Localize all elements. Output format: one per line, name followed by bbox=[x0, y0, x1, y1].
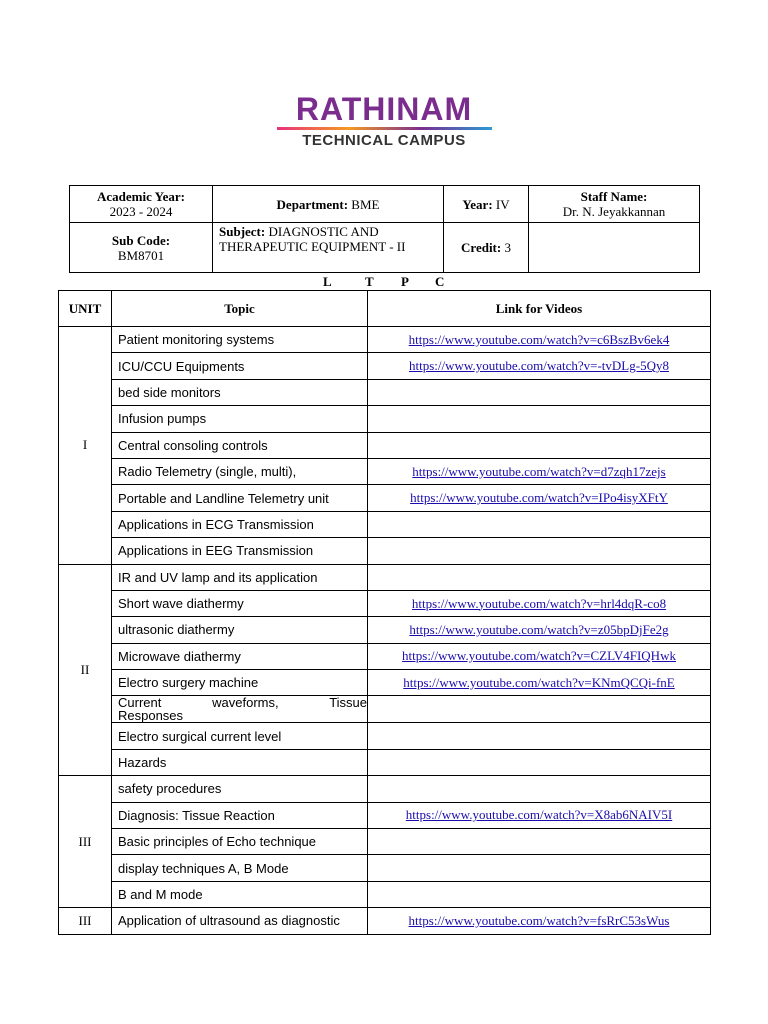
video-link-cell bbox=[368, 802, 711, 828]
unit-cell: III bbox=[59, 776, 112, 908]
video-link[interactable]: https://www.youtube.com/watch?v=IPo4isyXFtY bbox=[410, 490, 668, 506]
video-link-cell bbox=[368, 908, 711, 934]
credit-cell bbox=[444, 223, 529, 273]
video-link-cell bbox=[368, 564, 711, 590]
video-link-cell bbox=[368, 749, 711, 775]
table-row bbox=[59, 749, 711, 775]
video-link[interactable]: https://www.youtube.com/watch?v=-tvDLg-5Qy8 bbox=[409, 358, 669, 374]
syllabus-header-row bbox=[59, 291, 711, 327]
video-link-cell bbox=[368, 855, 711, 881]
table-row bbox=[59, 881, 711, 907]
table-row bbox=[59, 458, 711, 484]
topic-cell: Applications in ECG Transmission bbox=[112, 511, 368, 537]
topic-cell: Basic principles of Echo technique bbox=[112, 829, 368, 855]
video-link-cell bbox=[368, 511, 711, 537]
video-link-cell bbox=[368, 458, 711, 484]
topic-cell: safety procedures bbox=[112, 776, 368, 802]
credit-label: Credit: bbox=[461, 240, 502, 255]
topic-cell: ICU/CCU Equipments bbox=[112, 353, 368, 379]
video-link-cell bbox=[368, 327, 711, 353]
video-link-cell bbox=[368, 696, 711, 723]
video-link-cell bbox=[368, 723, 711, 749]
topic-cell: B and M mode bbox=[112, 881, 368, 907]
video-link-cell bbox=[368, 776, 711, 802]
unit-header: UNIT bbox=[59, 291, 112, 327]
course-info-row bbox=[70, 186, 700, 223]
link-header: Link for Videos bbox=[368, 291, 711, 327]
table-row bbox=[59, 723, 711, 749]
staff-label: Staff Name: bbox=[580, 189, 648, 204]
institution-logo bbox=[0, 92, 768, 150]
table-row bbox=[59, 776, 711, 802]
academic-year-value: 2023 - 2024 bbox=[109, 204, 173, 219]
video-link[interactable]: https://www.youtube.com/watch?v=hrl4dqR-co8 bbox=[411, 595, 667, 611]
video-link-cell bbox=[368, 829, 711, 855]
video-link-cell bbox=[368, 379, 711, 405]
academic-year-cell bbox=[70, 186, 213, 223]
topic-cell: Microwave diathermy bbox=[112, 643, 368, 669]
credit-value: 3 bbox=[504, 240, 511, 255]
table-row bbox=[59, 432, 711, 458]
table-row bbox=[59, 538, 711, 564]
video-link-cell bbox=[368, 617, 711, 643]
topic-header: Topic bbox=[112, 291, 368, 327]
year-cell bbox=[444, 186, 529, 223]
ltpc-row bbox=[0, 273, 768, 290]
table-row bbox=[59, 564, 711, 590]
sub-code-cell bbox=[70, 223, 213, 273]
video-link-cell bbox=[368, 406, 711, 432]
topic-cell: Infusion pumps bbox=[112, 406, 368, 432]
logo-subtitle: TECHNICAL CAMPUS bbox=[302, 132, 466, 149]
subject-label: Subject: bbox=[219, 224, 266, 239]
table-row bbox=[59, 327, 711, 353]
topic-cell: Central consoling controls bbox=[112, 432, 368, 458]
department-cell bbox=[213, 186, 444, 223]
table-row bbox=[59, 485, 711, 511]
ltpc-l: L bbox=[323, 274, 332, 289]
course-info-row bbox=[70, 223, 700, 273]
ltpc-t: T bbox=[365, 274, 374, 289]
unit-cell: III bbox=[59, 908, 112, 934]
topic-cell: Short wave diathermy bbox=[112, 590, 368, 616]
video-link-cell bbox=[368, 590, 711, 616]
video-link[interactable]: https://www.youtube.com/watch?v=c6BszBv6ek4 bbox=[408, 331, 670, 347]
video-link-cell bbox=[368, 881, 711, 907]
topic-cell: Electro surgery machine bbox=[112, 670, 368, 696]
empty-cell bbox=[529, 223, 700, 273]
video-link[interactable]: https://www.youtube.com/watch?v=z05bpDjFe2g bbox=[409, 621, 669, 637]
table-row bbox=[59, 829, 711, 855]
unit-cell: II bbox=[59, 564, 112, 776]
year-value: IV bbox=[495, 196, 510, 212]
department-value: BME bbox=[351, 196, 380, 212]
video-link-cell bbox=[368, 670, 711, 696]
ltpc-c: C bbox=[435, 274, 445, 289]
table-row bbox=[59, 379, 711, 405]
video-link-cell bbox=[368, 485, 711, 511]
table-row bbox=[59, 353, 711, 379]
course-info-table bbox=[69, 185, 700, 273]
sub-code-value: BM8701 bbox=[117, 247, 165, 263]
sub-code-label: Sub Code: bbox=[111, 232, 171, 248]
logo-wordmark: RATHINAM bbox=[295, 91, 473, 127]
topic-line: Responses bbox=[118, 708, 184, 724]
topic-cell: Portable and Landline Telemetry unit bbox=[112, 485, 368, 511]
video-link[interactable]: https://www.youtube.com/watch?v=fsRrC53sWus bbox=[408, 912, 670, 928]
topic-cell: Hazards bbox=[112, 749, 368, 775]
logo-underline bbox=[277, 127, 492, 130]
table-row bbox=[59, 617, 711, 643]
topic-cell: Patient monitoring systems bbox=[112, 327, 368, 353]
year-label: Year: bbox=[462, 196, 493, 212]
unit-cell: I bbox=[59, 327, 112, 565]
table-row bbox=[59, 855, 711, 881]
topic-cell: bed side monitors bbox=[112, 379, 368, 405]
video-link-cell bbox=[368, 538, 711, 564]
topic-cell: IR and UV lamp and its application bbox=[112, 564, 368, 590]
topic-cell: Application of ultrasound as diagnostic bbox=[112, 908, 368, 934]
topic-cell: Applications in EEG Transmission bbox=[112, 538, 368, 564]
table-row bbox=[59, 908, 711, 934]
table-row bbox=[59, 406, 711, 432]
table-row bbox=[59, 696, 711, 723]
staff-value: Dr. N. Jeyakkannan bbox=[562, 204, 666, 219]
topic-cell: display techniques A, B Mode bbox=[112, 855, 368, 881]
subject-value: DIAGNOSTIC AND THERAPEUTIC EQUIPMENT - II bbox=[219, 224, 406, 254]
video-link-cell bbox=[368, 643, 711, 669]
subject-cell bbox=[213, 223, 444, 273]
video-link-cell bbox=[368, 353, 711, 379]
video-link-cell bbox=[368, 432, 711, 458]
video-link[interactable]: https://www.youtube.com/watch?v=X8ab6NAIV5I bbox=[405, 807, 673, 823]
video-link[interactable]: https://www.youtube.com/watch?v=d7zqh17zejs bbox=[412, 463, 666, 479]
ltpc-p: P bbox=[401, 274, 409, 289]
topic-cell bbox=[112, 696, 368, 723]
video-link[interactable]: https://www.youtube.com/watch?v=KNmQCQi-fnE bbox=[403, 674, 675, 690]
department-label: Department: bbox=[276, 196, 349, 212]
topic-line: Current waveforms, Tissue bbox=[118, 695, 367, 711]
staff-cell bbox=[529, 186, 700, 223]
table-row bbox=[59, 511, 711, 537]
table-row bbox=[59, 802, 711, 828]
syllabus-table bbox=[58, 290, 711, 935]
video-link[interactable]: https://www.youtube.com/watch?v=CZLV4FIQHwk bbox=[402, 648, 676, 664]
topic-cell: ultrasonic diathermy bbox=[112, 617, 368, 643]
table-row bbox=[59, 643, 711, 669]
table-row bbox=[59, 670, 711, 696]
topic-cell: Radio Telemetry (single, multi), bbox=[112, 458, 368, 484]
topic-cell: Diagnosis: Tissue Reaction bbox=[112, 802, 368, 828]
topic-cell: Electro surgical current level bbox=[112, 723, 368, 749]
academic-year-label: Academic Year: bbox=[97, 189, 185, 204]
table-row bbox=[59, 590, 711, 616]
